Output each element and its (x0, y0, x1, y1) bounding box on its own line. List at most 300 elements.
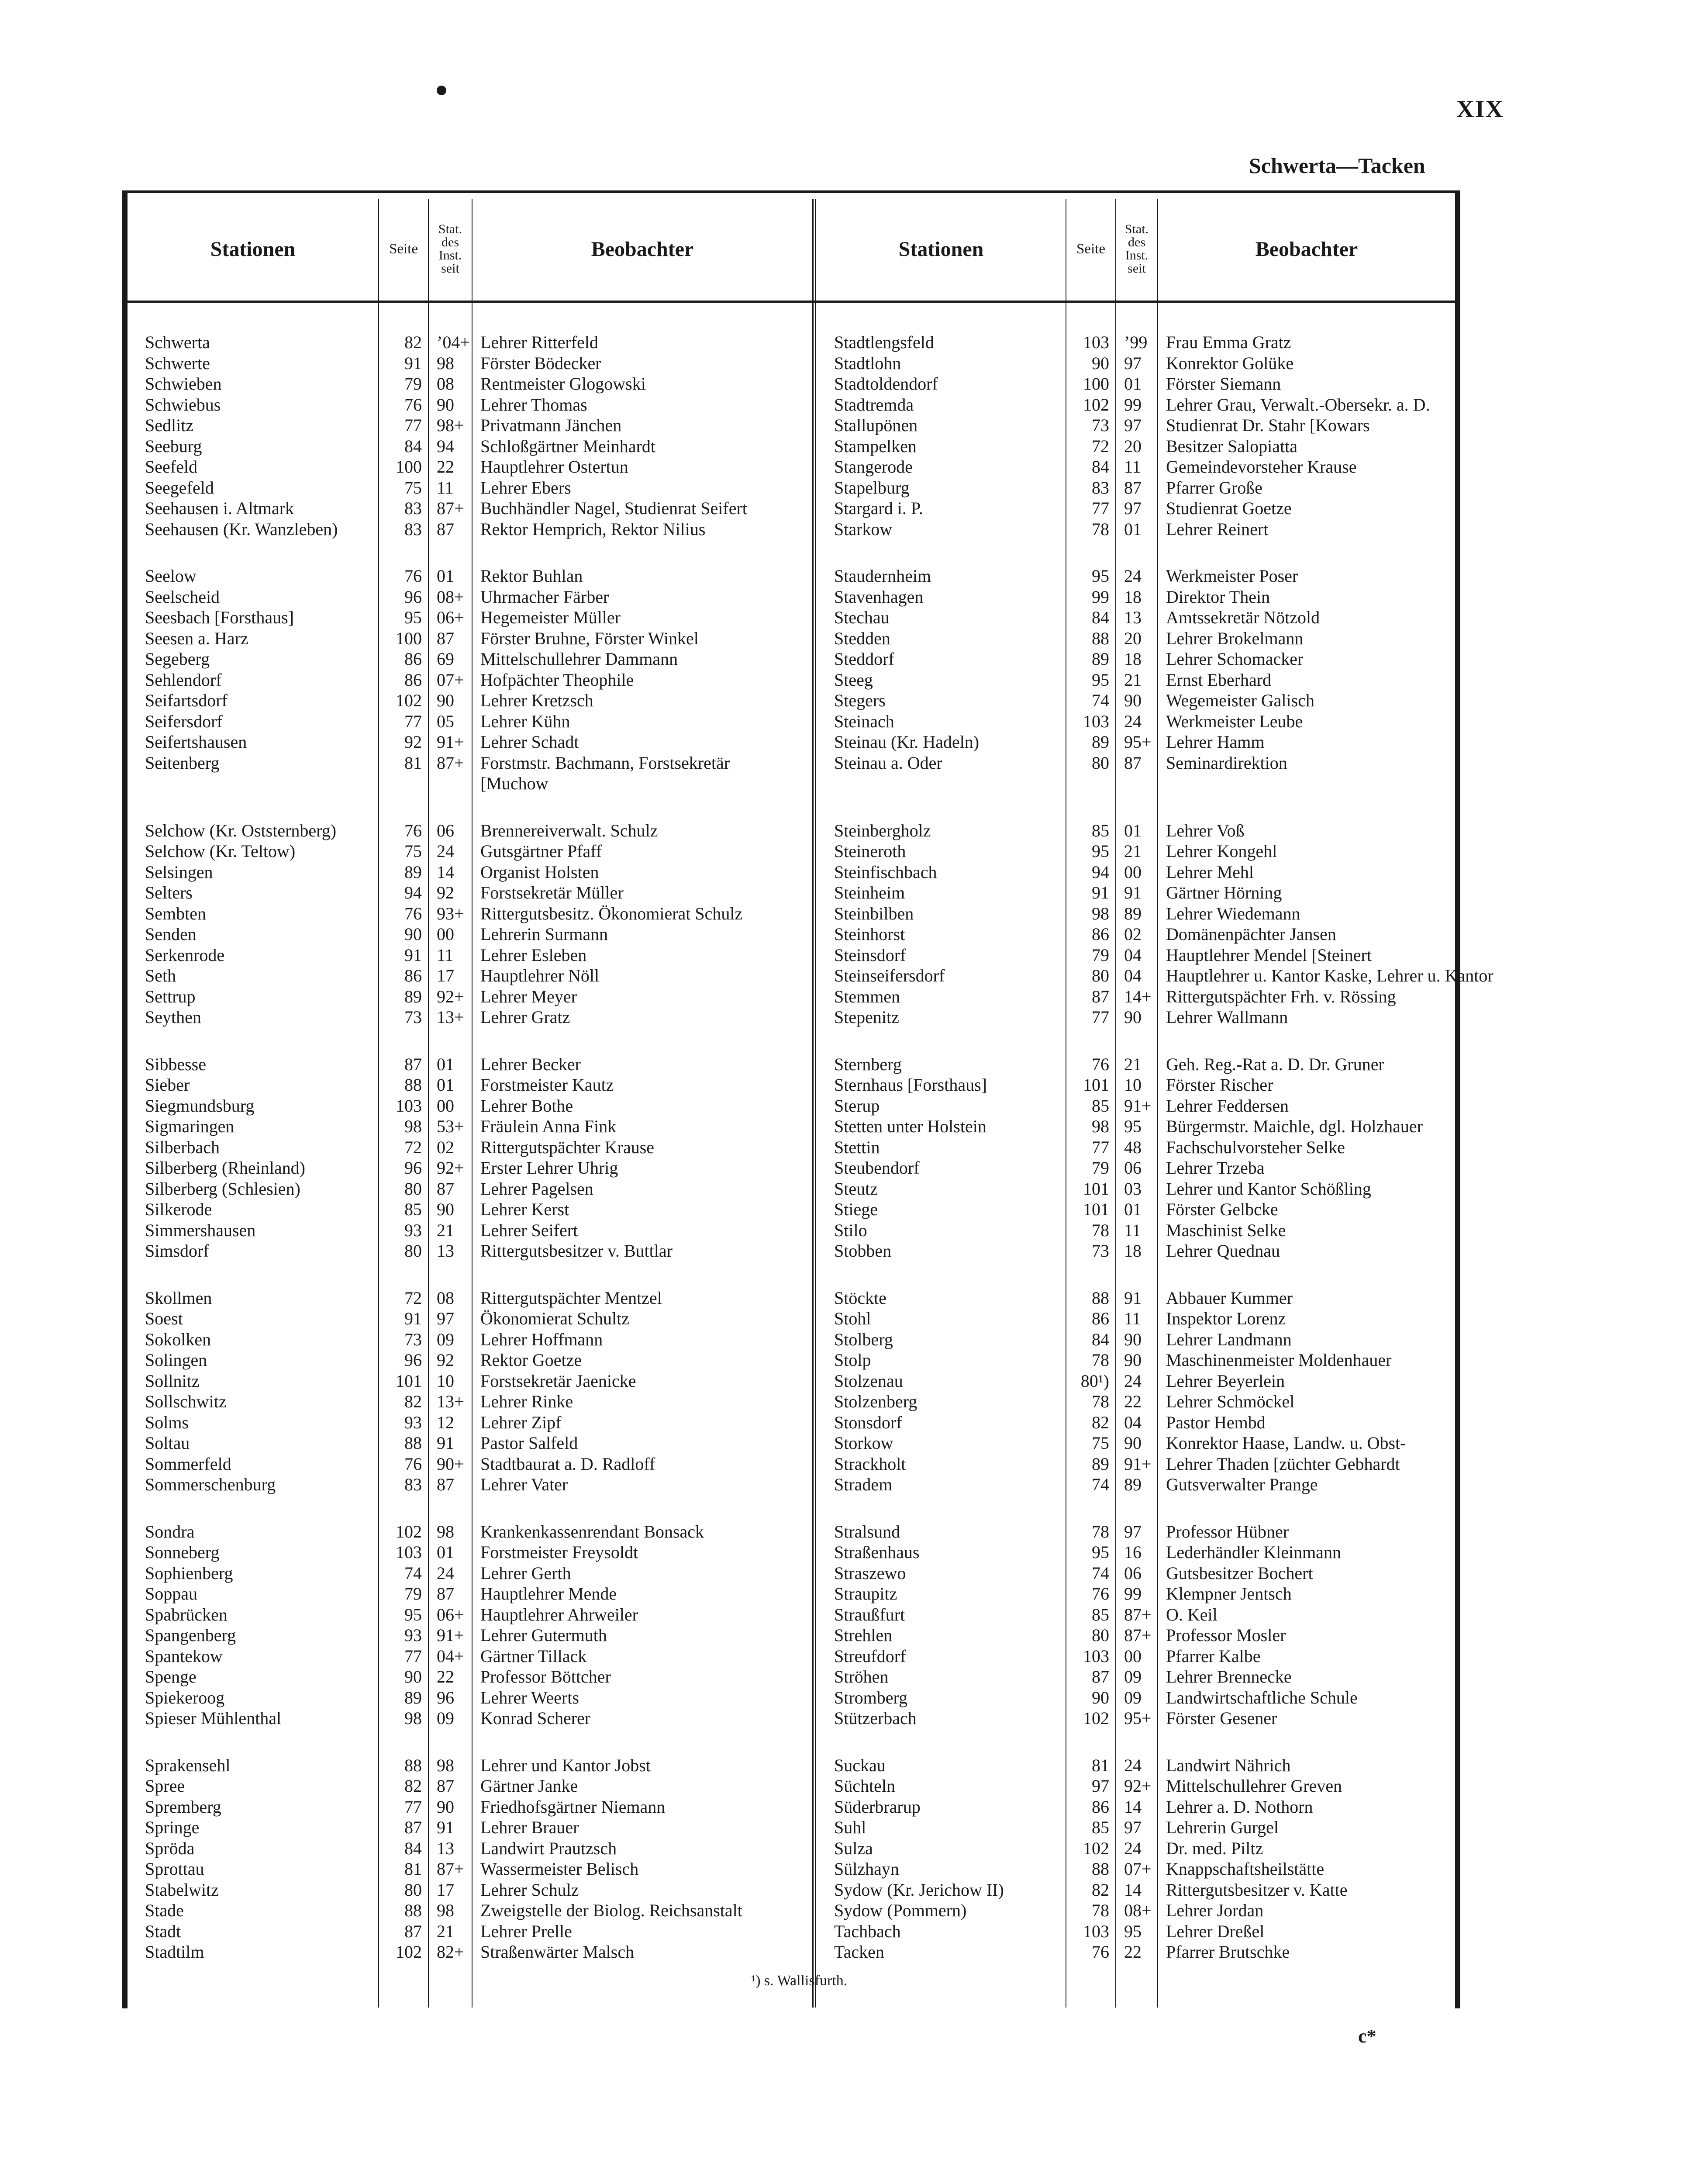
observer-name: Lehrerin Surmann (480, 924, 608, 944)
table-row (817, 1116, 1455, 1137)
since-year: 91+ (1124, 1454, 1152, 1474)
since-year: 87 (1124, 477, 1142, 498)
page-ref: 102 (1083, 394, 1109, 415)
since-year: 16 (1124, 1542, 1142, 1562)
station-name: Spenge (145, 1667, 197, 1687)
since-year: 95 (1124, 1921, 1142, 1941)
observer-name: Hauptlehrer Ahrweiler (480, 1604, 638, 1624)
table-row (128, 732, 812, 753)
table-row (817, 1054, 1455, 1075)
station-name: Steutz (834, 1178, 878, 1199)
page-ref: 103 (1083, 1646, 1109, 1666)
page-ref: 88 (1092, 1288, 1109, 1308)
since-year: 98+ (437, 415, 464, 435)
page-ref: 91 (404, 353, 422, 373)
observer-name: Förster Siemann (1166, 374, 1281, 394)
page-ref: 76 (1092, 1054, 1109, 1074)
table-row (817, 1095, 1455, 1116)
station-name: Sollschwitz (145, 1392, 227, 1412)
station-name: Solingen (145, 1350, 207, 1370)
since-year: 20 (1124, 436, 1142, 456)
page-ref: 77 (404, 415, 422, 435)
observer-name: Lehrer Rinke (480, 1392, 573, 1412)
since-year: 53+ (437, 1116, 464, 1137)
observer-name: Förster Bödecker (480, 353, 601, 373)
table-row (128, 1859, 812, 1880)
table-row (128, 1921, 812, 1942)
station-name: Springe (145, 1818, 200, 1838)
station-name: Stegers (834, 691, 886, 711)
table-row (128, 965, 812, 986)
observer-name (1157, 773, 1455, 794)
page-ref: 89 (1092, 732, 1109, 752)
observer-name: Lehrer Prelle (480, 1921, 572, 1941)
since-year: 22 (1124, 1942, 1142, 1962)
observer-name: Lehrer Schmöckel (1166, 1392, 1295, 1412)
station-name: Seifertshausen (145, 732, 247, 752)
observer-name: Gutsbesitzer Bochert (1166, 1563, 1313, 1583)
group-spacer (128, 794, 812, 820)
table-row (817, 436, 1455, 457)
page-ref: 79 (1092, 1158, 1109, 1178)
observer-name: Besitzer Salopiatta (1166, 436, 1298, 456)
observer-name: Erster Lehrer Uhrig (480, 1158, 618, 1178)
page-ref: 82 (404, 1392, 422, 1412)
station-name: Sollnitz (145, 1371, 200, 1391)
page-ref: 85 (404, 1199, 422, 1220)
table-row (817, 924, 1455, 945)
station-name: Staudernheim (834, 566, 931, 586)
table-row (128, 690, 812, 711)
since-year: 12 (437, 1412, 454, 1432)
page-ref: 78 (1092, 1521, 1109, 1541)
since-year: 14 (1124, 1797, 1142, 1817)
table-row (128, 753, 812, 774)
since-year: 87+ (1124, 1625, 1152, 1645)
since-year: 95+ (1124, 1708, 1152, 1728)
table-row (128, 1880, 812, 1901)
table-row (817, 1900, 1455, 1921)
observer-name: Mittelschullehrer Dammann (480, 649, 678, 669)
station-name: Stadtlengsfeld (834, 332, 934, 352)
page-ref: 86 (1092, 1309, 1109, 1329)
station-name: Sedlitz (145, 415, 194, 435)
observer-name: Wassermeister Belisch (480, 1859, 639, 1879)
page-ref: 76 (404, 903, 422, 923)
observer-name: Landwirt Prautzsch (480, 1838, 617, 1858)
since-year: 09 (437, 1708, 454, 1728)
page-ref: 86 (404, 670, 422, 690)
station-name: Seegefeld (145, 477, 214, 498)
station-name: Stampelken (834, 436, 917, 456)
table-row (817, 753, 1455, 774)
table-row (128, 862, 812, 883)
page-ref: 75 (404, 477, 422, 498)
station-name: Spieser Mühlenthal (145, 1708, 282, 1728)
observer-name: Direktor Thein (1166, 587, 1270, 607)
station-name: Stonsdorf (834, 1412, 902, 1432)
since-year: 18 (1124, 1241, 1142, 1261)
since-year: 87 (437, 519, 454, 539)
table-row (128, 1583, 812, 1604)
table-row (817, 1859, 1455, 1880)
since-year: 21 (1124, 1054, 1142, 1074)
observer-name: Lehrer Dreßel (1166, 1921, 1265, 1941)
table-row (817, 394, 1455, 415)
table-row (817, 1433, 1455, 1454)
observer-name: Landwirtschaftliche Schule (1166, 1687, 1358, 1707)
observer-name: Lehrer Pagelsen (480, 1178, 593, 1199)
table-row (128, 1095, 812, 1116)
observer-name: Lehrer Bothe (480, 1095, 573, 1116)
page-ref: 86 (404, 649, 422, 669)
observer-name: Schloßgärtner Meinhardt (480, 436, 655, 456)
station-name: Sophienberg (145, 1563, 233, 1583)
station-name: Stilo (834, 1220, 867, 1240)
page-ref: 89 (1092, 649, 1109, 669)
page-ref: 76 (404, 1454, 422, 1474)
observer-name: Werkmeister Leube (1166, 711, 1303, 731)
station-name: Segeberg (145, 649, 210, 669)
page-ref: 80 (1092, 1625, 1109, 1645)
station-name: Steubendorf (834, 1158, 920, 1178)
station-name: Sommerschenburg (145, 1475, 276, 1495)
page-ref: 85 (1092, 1818, 1109, 1838)
observer-name: Fräulein Anna Fink (480, 1116, 617, 1137)
group-spacer (817, 1028, 1455, 1054)
station-name: Steinseifersdorf (834, 966, 945, 986)
page-ref: 74 (1092, 691, 1109, 711)
since-year: 95 (1124, 1116, 1142, 1137)
page-ref: 102 (1083, 1708, 1109, 1728)
table-row (128, 566, 812, 587)
table-row (128, 1817, 812, 1838)
since-year: 97 (1124, 1521, 1142, 1541)
station-name: Stetten unter Holstein (834, 1116, 986, 1137)
observer-name: Lehrer Trzeba (1166, 1158, 1265, 1178)
observer-name: Friedhofsgärtner Niemann (480, 1797, 666, 1817)
observer-name: Lehrer Zipf (480, 1412, 562, 1432)
station-name: Sulza (834, 1838, 873, 1858)
station-name: Sigmaringen (145, 1116, 235, 1137)
table-row (128, 1371, 812, 1392)
observer-name: Hauptlehrer Ostertun (480, 457, 628, 477)
running-head: Schwerta—Tacken (1249, 153, 1425, 178)
station-name: Steinhorst (834, 924, 905, 944)
table-row (817, 415, 1455, 436)
station-name: Stemmen (834, 986, 900, 1006)
observer-name: Rittergutspächter Mentzel (480, 1288, 662, 1308)
table-row (128, 1308, 812, 1329)
page-ref: 82 (404, 332, 422, 352)
station-name: Straszewo (834, 1563, 906, 1583)
page-ref: 95 (404, 608, 422, 628)
station-name: Strehlen (834, 1625, 893, 1645)
station-name: Seelscheid (145, 587, 220, 607)
since-year: 87 (437, 1584, 454, 1604)
observer-name: Werkmeister Poser (1166, 566, 1298, 586)
station-name: Selchow (Kr. Teltow) (145, 841, 296, 861)
page-ref: 99 (1092, 587, 1109, 607)
since-year: 04 (1124, 945, 1142, 965)
observer-name: Organist Holsten (480, 862, 599, 882)
observer-name: Lehrer Mehl (1166, 862, 1254, 882)
observer-name: Lehrer Landmann (1166, 1329, 1292, 1349)
page-ref: 86 (404, 966, 422, 986)
since-year: 06 (1124, 1158, 1142, 1178)
observer-name: Lehrerin Gurgel (1166, 1818, 1279, 1838)
observer-name: Förster Gelbcke (1166, 1199, 1278, 1220)
group-spacer (817, 794, 1455, 820)
station-name: Ströhen (834, 1667, 889, 1687)
table-row (817, 690, 1455, 711)
observer-name: Lehrer Hoffmann (480, 1329, 603, 1349)
station-name: Seifersdorf (145, 711, 223, 731)
table-row (817, 1708, 1455, 1729)
table-row (128, 1900, 812, 1921)
table-row (817, 1412, 1455, 1433)
header-stat-left: Stat. des Inst. seit (438, 222, 462, 276)
since-year: 02 (1124, 924, 1142, 944)
observer-name: Rektor Buhlan (480, 566, 583, 586)
page-ref (1066, 773, 1115, 794)
table-row (128, 456, 812, 477)
station-name: Steinsdorf (834, 945, 906, 965)
since-year: 98 (437, 353, 454, 373)
page-ref: 98 (404, 1116, 422, 1137)
table-row (128, 1563, 812, 1584)
table-row (128, 1241, 812, 1261)
since-year: 91 (437, 1433, 454, 1453)
station-name: Steinau (Kr. Hadeln) (834, 732, 980, 752)
table-row (128, 415, 812, 436)
page-ref: 89 (404, 862, 422, 882)
table-row (128, 1199, 812, 1220)
observer-name: Förster Gesener (1166, 1708, 1277, 1728)
page-ref: 72 (404, 1288, 422, 1308)
page-ref: 98 (1092, 903, 1109, 923)
page-ref: 90 (1092, 1687, 1109, 1707)
observer-name: Lehrer Jordan (1166, 1901, 1264, 1921)
since-year: 01 (1124, 1199, 1142, 1220)
since-year: 90 (1124, 1433, 1142, 1453)
page-ref: 89 (404, 1687, 422, 1707)
table-row (128, 1521, 812, 1542)
page-ref: 75 (404, 841, 422, 861)
observer-name: Lehrer und Kantor Jobst (480, 1755, 651, 1775)
page-ref: 90 (404, 924, 422, 944)
station-name: Selsingen (145, 862, 213, 882)
since-year: 10 (437, 1371, 454, 1391)
observer-name: Hofpächter Theophile (480, 670, 634, 690)
station-name: Stolzenberg (834, 1392, 917, 1412)
station-name (817, 773, 1066, 794)
page-ref: 97 (1092, 1776, 1109, 1796)
since-year: 18 (1124, 649, 1142, 669)
page-ref: 72 (404, 1137, 422, 1157)
page-ref: 77 (1092, 498, 1109, 518)
station-name: Stangerode (834, 457, 913, 477)
observer-name: Lehrer Weerts (480, 1687, 579, 1707)
since-year: 97 (1124, 415, 1142, 435)
page-ref: 88 (1092, 628, 1109, 648)
since-year: 90 (437, 691, 454, 711)
observer-name: Lehrer Gerth (480, 1563, 571, 1583)
page-ref: 74 (1092, 1563, 1109, 1583)
page-ref: 76 (1092, 1942, 1109, 1962)
observer-name: Frau Emma Gratz (1166, 332, 1291, 352)
page-ref: 88 (404, 1755, 422, 1775)
footnote: ¹) s. Wallisfurth. (751, 1973, 848, 1989)
since-year: 11 (1124, 457, 1141, 477)
table-row (817, 1521, 1455, 1542)
page-ref: 90 (1092, 353, 1109, 373)
since-year: 95+ (1124, 732, 1152, 752)
station-name: Strackholt (834, 1454, 906, 1474)
since-year: 97 (1124, 1818, 1142, 1838)
station-name: Seitenberg (145, 753, 220, 773)
table-row (817, 1625, 1455, 1646)
observer-name: Gutsgärtner Pfaff (480, 841, 602, 861)
station-name: Stolberg (834, 1329, 893, 1349)
table-row (817, 1007, 1455, 1028)
since-year: 99 (1124, 1584, 1142, 1604)
page-ref: 81 (404, 1859, 422, 1879)
page-ref: 82 (404, 1776, 422, 1796)
observer-name: Gärtner Janke (480, 1776, 578, 1796)
page-ref: 102 (396, 1521, 422, 1541)
observer-name: Maschinist Selke (1166, 1220, 1286, 1240)
table-row (817, 519, 1455, 540)
since-year: 24 (437, 1563, 454, 1583)
observer-name: O. Keil (1166, 1604, 1218, 1624)
page-ref: 101 (396, 1371, 422, 1391)
station-name: Stechau (834, 608, 890, 628)
since-year: 98 (437, 1901, 454, 1921)
page-ref: 89 (1092, 1454, 1109, 1474)
observer-name: Lehrer Kühn (480, 711, 570, 731)
since-year: 01 (437, 1054, 454, 1074)
table-row (817, 1391, 1455, 1412)
since-year: 92 (437, 883, 454, 903)
since-year: 21 (437, 1921, 454, 1941)
station-name: Stadtoldendorf (834, 374, 938, 394)
table-row (128, 587, 812, 608)
page-ref: 103 (1083, 711, 1109, 731)
observer-name: Gemeindevorsteher Krause (1166, 457, 1357, 477)
station-name: Stiege (834, 1199, 878, 1220)
since-year: 11 (1124, 1220, 1141, 1240)
station-name: Sieber (145, 1075, 190, 1095)
table-row (128, 1625, 812, 1646)
observer-name: Lehrer Kongehl (1166, 841, 1277, 861)
table-row (128, 1755, 812, 1776)
observer-name: Hegemeister Müller (480, 608, 621, 628)
table-row (817, 1646, 1455, 1667)
observer-name: Rektor Hemprich, Rektor Nilius (480, 519, 706, 539)
table-row (128, 1178, 812, 1199)
since-year (428, 773, 472, 794)
since-year: 91 (1124, 1288, 1142, 1308)
since-year: 13 (1124, 608, 1142, 628)
station-name: Stralsund (834, 1521, 900, 1541)
page-ref: 74 (404, 1563, 422, 1583)
station-name: Steinach (834, 711, 894, 731)
observer-name: Konrad Scherer (480, 1708, 591, 1728)
observer-name: Seminardirektion (1166, 753, 1287, 773)
station-name: Settrup (145, 986, 196, 1006)
observer-name: Forstmstr. Bachmann, Forstsekretär (480, 753, 730, 773)
station-name: Suckau (834, 1755, 886, 1775)
page-ref: 88 (404, 1433, 422, 1453)
observer-name: Gärtner Tillack (480, 1646, 587, 1666)
since-year: 00 (437, 924, 454, 944)
since-year: 87+ (1124, 1604, 1152, 1624)
table-row (817, 1241, 1455, 1261)
station-name: Straßenhaus (834, 1542, 920, 1562)
observer-name: Lehrer Seifert (480, 1220, 578, 1240)
table-row (128, 332, 812, 353)
station-name: Steinbergholz (834, 820, 931, 840)
observer-name: Professor Böttcher (480, 1667, 611, 1687)
group-spacer (817, 1729, 1455, 1755)
station-name: Stützerbach (834, 1708, 917, 1728)
table-row (817, 1158, 1455, 1178)
observer-name: Pfarrer Kalbe (1166, 1646, 1261, 1666)
page-ref: 92 (404, 732, 422, 752)
table-row (817, 566, 1455, 587)
station-name: Selters (145, 883, 193, 903)
since-year: 24 (1124, 566, 1142, 586)
station-name: Soltau (145, 1433, 190, 1453)
observer-name: Forstmeister Kautz (480, 1075, 614, 1095)
page-ref: 96 (404, 587, 422, 607)
observer-name: Pastor Hembd (1166, 1412, 1266, 1432)
since-year: 92+ (1124, 1776, 1152, 1796)
observer-name: [Muchow (480, 774, 548, 794)
observer-name: Pfarrer Brutschke (1166, 1942, 1290, 1962)
observer-name: Hauptlehrer Nöll (480, 966, 600, 986)
header-stationen-right: Stationen (898, 237, 984, 261)
station-name: Soest (145, 1309, 183, 1329)
since-year: 17 (437, 1880, 454, 1900)
station-name: Sprakensehl (145, 1755, 231, 1775)
table-row (128, 1054, 812, 1075)
since-year: 97 (1124, 498, 1142, 518)
station-name: Storkow (834, 1433, 893, 1453)
table-row (817, 1329, 1455, 1350)
page-ref: 72 (1092, 436, 1109, 456)
since-year: 24 (1124, 1755, 1142, 1775)
since-year: 04+ (437, 1646, 464, 1666)
since-year: 21 (437, 1220, 454, 1240)
station-name: Sydow (Pommern) (834, 1901, 967, 1921)
station-name: Soppau (145, 1584, 197, 1604)
observer-name: Knappschaftsheilstätte (1166, 1859, 1324, 1879)
since-year: 91+ (437, 1625, 464, 1645)
page-ref: 93 (404, 1220, 422, 1240)
observer-name: Lehrer Brokelmann (1166, 628, 1304, 648)
since-year: 87+ (437, 498, 464, 518)
page-ref: 103 (1083, 1921, 1109, 1941)
station-name: Seesbach [Forsthaus] (145, 608, 294, 628)
table-row (817, 862, 1455, 883)
page-ref: 96 (404, 1158, 422, 1178)
observer-name: Lehrer Thomas (480, 394, 587, 415)
station-name: Stolp (834, 1350, 871, 1370)
station-name: Stargard i. P. (834, 498, 923, 518)
table-row (128, 1433, 812, 1454)
